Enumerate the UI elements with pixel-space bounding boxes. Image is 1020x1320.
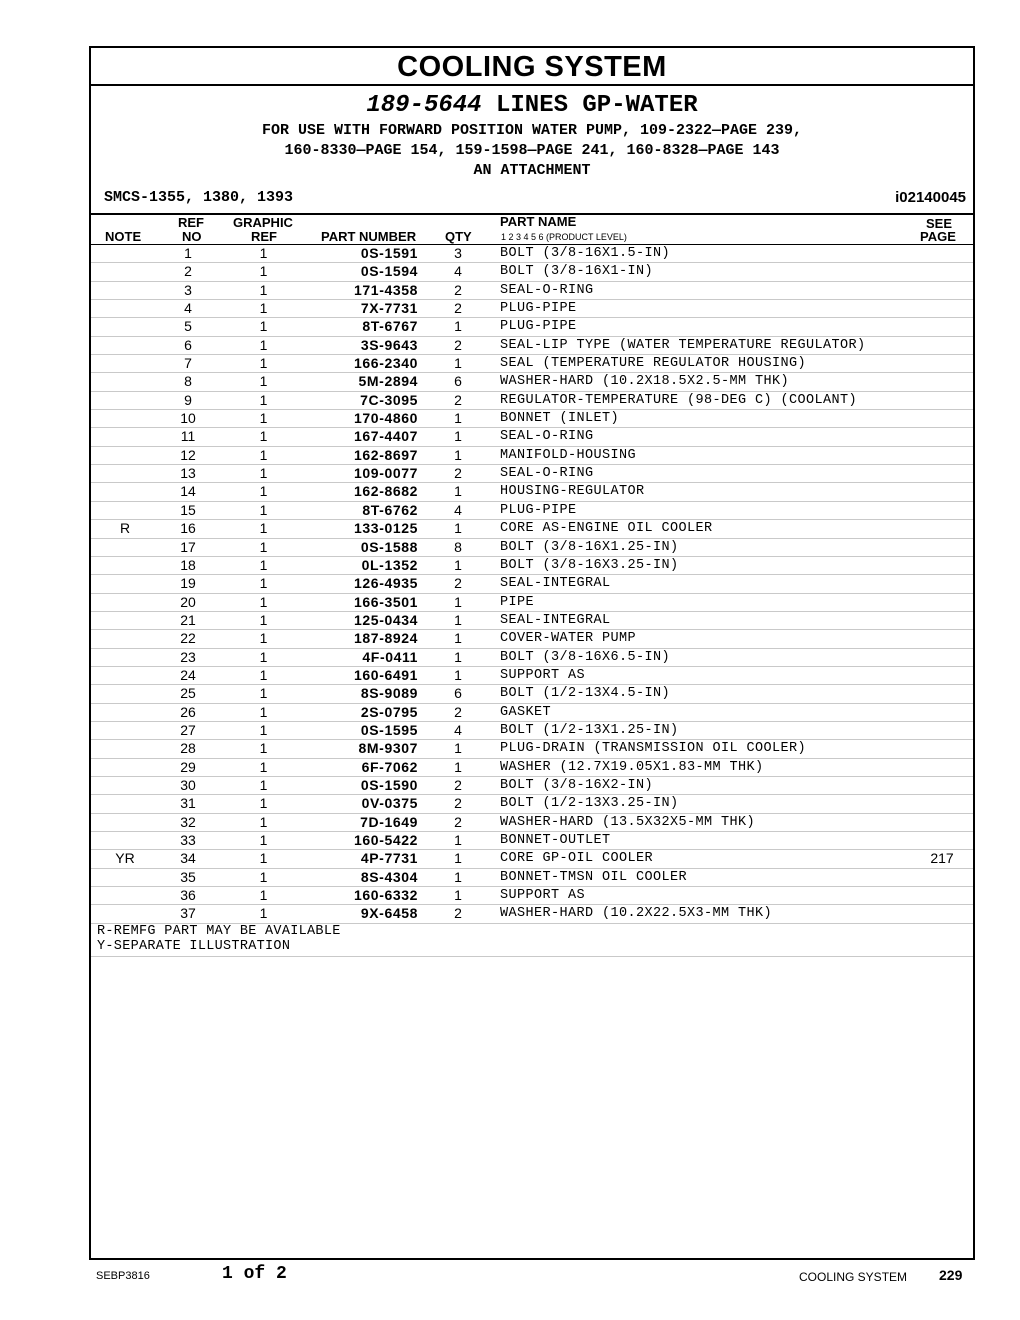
part-number-cell: 0V-0375	[361, 795, 418, 812]
part-name-cell: SEAL-INTEGRAL	[500, 612, 611, 628]
part-name-cell: BOLT (1/2-13X3.25-IN)	[500, 796, 679, 812]
qty-cell: 2	[454, 281, 462, 298]
footer-section: COOLING SYSTEM	[799, 1270, 908, 1284]
part-number-cell: 0S-1591	[360, 245, 418, 261]
part-name-cell: BOLT (3/8-16X2-IN)	[500, 777, 654, 793]
part-number-cell: 126-4935	[354, 575, 418, 592]
part-name-cell: MANIFOLD-HOUSING	[500, 447, 637, 463]
qty-cell: 4	[454, 721, 462, 738]
graphic-ref-cell: 1	[259, 887, 268, 904]
part-number-cell: 7D-1649	[360, 813, 418, 830]
part-number-cell: 133-0125	[354, 520, 418, 537]
group-title	[91, 92, 973, 120]
qty-cell: 1	[454, 520, 462, 537]
qty-cell: 1	[454, 355, 462, 372]
table-row	[91, 594, 973, 612]
part-name-cell: COVER-WATER PUMP	[500, 631, 637, 647]
qty-cell: 4	[454, 263, 462, 280]
qty-cell: 1	[454, 318, 462, 335]
part-number-cell: 5M-2894	[358, 373, 418, 390]
graphic-ref-cell: 1	[259, 611, 268, 628]
ref-no-cell: 7	[184, 355, 192, 372]
part-name-cell: BOLT (3/8-16X6.5-IN)	[500, 649, 671, 665]
qty-cell: 2	[454, 465, 462, 482]
part-number-cell: 0S-1595	[360, 721, 418, 738]
ref-no-cell: 14	[180, 483, 196, 500]
part-number-cell: 162-8697	[354, 446, 418, 463]
col-header-see-top: SEE	[926, 216, 953, 231]
ref-no-cell: 20	[180, 593, 196, 610]
part-name-cell: BOLT (3/8-16X1.25-IN)	[500, 539, 679, 555]
graphic-ref-cell: 1	[259, 336, 268, 353]
graphic-ref-cell: 1	[259, 740, 268, 757]
table-row	[91, 887, 973, 905]
col-header-qty: QTY	[445, 229, 472, 244]
qty-cell: 1	[454, 887, 462, 904]
table-row	[91, 759, 973, 777]
part-number-cell: 125-0434	[354, 611, 418, 628]
part-name-cell: PLUG-PIPE	[500, 319, 577, 335]
part-name-cell: SEAL-LIP TYPE (WATER TEMPERATURE REGULATOR)	[500, 337, 866, 353]
part-number-cell: 2S-0795	[360, 703, 418, 720]
part-name-cell: BOLT (3/8-16X3.25-IN)	[500, 557, 679, 573]
graphic-ref-cell: 1	[259, 703, 268, 720]
ref-no-cell: 12	[180, 446, 196, 463]
graphic-ref-cell: 1	[259, 501, 268, 518]
ref-no-cell: 27	[180, 721, 196, 738]
table-row	[91, 282, 973, 300]
ref-no-cell: 22	[180, 630, 196, 647]
qty-cell: 8	[454, 538, 462, 555]
qty-cell: 2	[454, 300, 462, 317]
table-row	[91, 832, 973, 850]
part-number-cell: 166-3501	[354, 593, 418, 610]
table-row	[91, 428, 973, 446]
see-page-cell: 217	[930, 850, 954, 867]
graphic-ref-cell: 1	[259, 868, 268, 885]
table-row	[91, 355, 973, 373]
col-header-ref-bottom: NO	[182, 229, 202, 244]
qty-cell: 2	[454, 336, 462, 353]
part-name-cell: BONNET (INLET)	[500, 411, 620, 427]
graphic-ref-cell: 1	[259, 666, 268, 683]
graphic-ref-cell: 1	[259, 630, 268, 647]
part-number-cell: 8S-4304	[360, 868, 418, 885]
part-number-cell: 6F-7062	[361, 758, 418, 775]
part-name-cell: WASHER-HARD (13.5X32X5-MM THK)	[500, 814, 756, 830]
part-number-cell: 109-0077	[354, 465, 418, 482]
graphic-ref-cell: 1	[259, 538, 268, 555]
qty-cell: 2	[454, 795, 462, 812]
part-name-cell: HOUSING-REGULATOR	[500, 484, 645, 500]
part-name-cell: CORE AS-ENGINE OIL COOLER	[500, 521, 713, 537]
ref-no-cell: 9	[184, 391, 192, 408]
table-row	[91, 685, 973, 703]
part-name-cell: SEAL-O-RING	[500, 429, 594, 445]
ref-no-cell: 21	[180, 611, 196, 628]
ref-no-cell: 16	[180, 520, 196, 537]
part-name-cell: PLUG-PIPE	[500, 502, 577, 518]
ref-no-cell: 15	[180, 501, 196, 518]
graphic-ref-cell: 1	[259, 391, 268, 408]
ref-no-cell: 37	[180, 905, 196, 922]
table-row	[91, 337, 973, 355]
qty-cell: 3	[454, 245, 462, 261]
group-description-line-2: 160-8330—PAGE 154, 159-1598—PAGE 241, 160-8328—PAGE 143	[284, 142, 780, 159]
table-row	[91, 905, 973, 923]
part-number-cell: 160-6491	[354, 666, 418, 683]
table-row	[91, 392, 973, 410]
footer-page-of: 1 of 2	[222, 1264, 287, 1284]
ref-no-cell: 31	[180, 795, 196, 812]
table-row	[91, 814, 973, 832]
table-row	[91, 630, 973, 648]
ref-no-cell: 13	[180, 465, 196, 482]
graphic-ref-cell: 1	[259, 428, 268, 445]
footnote-y: Y-SEPARATE ILLUSTRATION	[97, 939, 291, 954]
qty-cell: 1	[454, 832, 462, 848]
graphic-ref-cell: 1	[259, 648, 268, 665]
part-name-cell: WASHER (12.7X19.05X1.83-MM THK)	[500, 759, 764, 775]
part-name-cell: WASHER-HARD (10.2X22.5X3-MM THK)	[500, 906, 773, 922]
part-number-cell: 187-8924	[354, 630, 418, 647]
table-row	[91, 649, 973, 667]
part-name-cell: BOLT (1/2-13X1.25-IN)	[500, 722, 679, 738]
graphic-ref-cell: 1	[259, 318, 268, 335]
graphic-ref-cell: 1	[259, 410, 268, 427]
footnotes	[97, 924, 341, 954]
col-header-graphic-top: GRAPHIC	[233, 215, 293, 230]
qty-cell: 2	[454, 776, 462, 793]
table-row	[91, 722, 973, 740]
qty-cell: 6	[454, 373, 462, 390]
note-cell: YR	[115, 850, 135, 867]
graphic-ref-cell: 1	[259, 593, 268, 610]
part-name-cell: PIPE	[500, 594, 535, 610]
part-number-cell: 8T-6767	[362, 318, 418, 335]
ref-no-cell: 35	[180, 868, 196, 885]
graphic-ref-cell: 1	[259, 556, 268, 573]
part-name-cell: SEAL-O-RING	[500, 282, 594, 298]
part-number-cell: 8S-9089	[360, 685, 418, 702]
ref-no-cell: 11	[180, 428, 196, 445]
part-number-cell: 7X-7731	[360, 300, 418, 317]
part-name-cell: BOLT (1/2-13X4.5-IN)	[500, 686, 671, 702]
qty-cell: 2	[454, 813, 462, 830]
graphic-ref-cell: 1	[259, 758, 268, 775]
group-part-number: 189-5644	[366, 92, 482, 119]
ref-no-cell: 4	[184, 300, 192, 317]
table-row	[91, 300, 973, 318]
qty-cell: 1	[454, 428, 462, 445]
table-row	[91, 557, 973, 575]
ref-no-cell: 19	[180, 575, 196, 592]
table-row	[91, 502, 973, 520]
part-name-cell: CORE GP-OIL COOLER	[500, 851, 654, 867]
ref-no-cell: 5	[184, 318, 192, 335]
part-name-cell: WASHER-HARD (10.2X18.5X2.5-MM THK)	[500, 374, 790, 390]
group-name: LINES GP-WATER	[495, 92, 698, 119]
table-row	[91, 869, 973, 887]
illustration-id: i02140045	[895, 189, 966, 206]
ref-no-cell: 18	[180, 556, 196, 573]
graphic-ref-cell: 1	[259, 905, 268, 922]
table-row	[91, 410, 973, 428]
graphic-ref-cell: 1	[259, 813, 268, 830]
table-row	[91, 245, 973, 263]
qty-cell: 2	[454, 905, 462, 922]
qty-cell: 1	[454, 630, 462, 647]
col-header-product-levels: 1 2 3 4 5 6 (PRODUCT LEVEL)	[501, 232, 627, 242]
ref-no-cell: 28	[180, 740, 196, 757]
part-name-cell: SUPPORT AS	[500, 888, 586, 904]
part-name-cell: REGULATOR-TEMPERATURE (98-DEG C) (COOLANT)	[500, 392, 858, 408]
graphic-ref-cell: 1	[259, 520, 268, 537]
table-row	[91, 612, 973, 630]
part-number-cell: 8M-9307	[358, 740, 418, 757]
qty-cell: 1	[454, 758, 462, 775]
part-name-cell: SEAL-INTEGRAL	[500, 576, 611, 592]
table-row	[91, 704, 973, 722]
part-number-cell: 9X-6458	[360, 905, 418, 922]
parts-table-body	[91, 245, 973, 924]
ref-no-cell: 36	[180, 887, 196, 904]
qty-cell: 6	[454, 685, 462, 702]
graphic-ref-cell: 1	[259, 776, 268, 793]
table-row	[91, 483, 973, 501]
graphic-ref-cell: 1	[259, 685, 268, 702]
part-number-cell: 167-4407	[354, 428, 418, 445]
table-row	[91, 777, 973, 795]
col-header-part-number: PART NUMBER	[321, 229, 417, 244]
footnote-r: R-REMFG PART MAY BE AVAILABLE	[97, 924, 341, 939]
graphic-ref-cell: 1	[259, 850, 268, 867]
col-header-note: NOTE	[105, 229, 142, 244]
graphic-ref-cell: 1	[259, 721, 268, 738]
qty-cell: 1	[454, 410, 462, 427]
table-row	[91, 740, 973, 758]
graphic-ref-cell: 1	[259, 795, 268, 812]
qty-cell: 4	[454, 501, 462, 518]
footer-page-number: 229	[939, 1267, 963, 1283]
footnotes-rule	[91, 956, 973, 957]
ref-no-cell: 32	[180, 813, 196, 830]
part-number-cell: 8T-6762	[362, 501, 418, 518]
ref-no-cell: 30	[180, 776, 196, 793]
graphic-ref-cell: 1	[259, 373, 268, 390]
part-name-cell: SUPPORT AS	[500, 667, 586, 683]
qty-cell: 1	[454, 593, 462, 610]
part-number-cell: 170-4860	[354, 410, 418, 427]
graphic-ref-cell: 1	[259, 245, 268, 261]
graphic-ref-cell: 1	[259, 575, 268, 592]
group-description-line-3: AN ATTACHMENT	[473, 162, 591, 179]
col-header-ref-top: REF	[178, 215, 204, 230]
part-name-cell: PLUG-PIPE	[500, 301, 577, 317]
qty-cell: 1	[454, 483, 462, 500]
qty-cell: 2	[454, 391, 462, 408]
part-number-cell: 162-8682	[354, 483, 418, 500]
table-row	[91, 373, 973, 391]
part-name-cell: BOLT (3/8-16X1.5-IN)	[500, 246, 671, 261]
footer-doc-id: SEBP3816	[96, 1270, 150, 1282]
graphic-ref-cell: 1	[259, 483, 268, 500]
ref-no-cell: 2	[184, 263, 192, 280]
table-row	[91, 318, 973, 336]
ref-no-cell: 23	[180, 648, 196, 665]
ref-no-cell: 25	[180, 685, 196, 702]
qty-cell: 2	[454, 703, 462, 720]
part-name-cell: SEAL (TEMPERATURE REGULATOR HOUSING)	[500, 356, 807, 372]
part-name-cell: SEAL-O-RING	[500, 466, 594, 482]
qty-cell: 1	[454, 850, 462, 867]
ref-no-cell: 1	[184, 245, 192, 261]
ref-no-cell: 6	[184, 336, 192, 353]
graphic-ref-cell: 1	[259, 281, 268, 298]
qty-cell: 2	[454, 575, 462, 592]
ref-no-cell: 10	[180, 410, 196, 427]
qty-cell: 1	[454, 868, 462, 885]
part-name-cell: GASKET	[500, 704, 552, 720]
graphic-ref-cell: 1	[259, 300, 268, 317]
part-name-cell: PLUG-DRAIN (TRANSMISSION OIL COOLER)	[500, 741, 807, 757]
part-number-cell: 0L-1352	[361, 556, 418, 573]
col-header-graphic-bottom: REF	[251, 229, 277, 244]
col-header-part-name: PART NAME	[500, 214, 577, 229]
part-number-cell: 171-4358	[354, 281, 418, 298]
table-row	[91, 520, 973, 538]
ref-no-cell: 33	[180, 832, 196, 848]
table-row	[91, 465, 973, 483]
part-number-cell: 7C-3095	[360, 391, 418, 408]
table-row	[91, 447, 973, 465]
ref-no-cell: 26	[180, 703, 196, 720]
ref-no-cell: 34	[180, 850, 196, 867]
qty-cell: 1	[454, 648, 462, 665]
ref-no-cell: 17	[180, 538, 196, 555]
part-name-cell: BONNET-OUTLET	[500, 833, 611, 848]
table-row	[91, 539, 973, 557]
qty-cell: 1	[454, 556, 462, 573]
part-number-cell: 166-2340	[354, 355, 418, 372]
ref-no-cell: 24	[180, 666, 196, 683]
part-number-cell: 0S-1590	[360, 776, 418, 793]
graphic-ref-cell: 1	[259, 832, 268, 848]
smcs-codes: SMCS-1355, 1380, 1393	[104, 189, 294, 206]
qty-cell: 1	[454, 446, 462, 463]
part-number-cell: 160-5422	[354, 832, 418, 848]
qty-cell: 1	[454, 611, 462, 628]
ref-no-cell: 29	[180, 758, 196, 775]
qty-cell: 1	[454, 666, 462, 683]
qty-cell: 1	[454, 740, 462, 757]
col-header-see-bottom: PAGE	[920, 229, 956, 244]
part-number-cell: 3S-9643	[360, 336, 418, 353]
group-description-line-1: FOR USE WITH FORWARD POSITION WATER PUMP, 109-2322—PAGE 239,	[261, 122, 803, 139]
parts-page-frame	[89, 46, 975, 1260]
graphic-ref-cell: 1	[259, 465, 268, 482]
part-number-cell: 4P-7731	[360, 850, 418, 867]
note-cell: R	[119, 520, 131, 537]
part-name-cell: BOLT (3/8-16X1-IN)	[500, 264, 654, 280]
section-title: COOLING SYSTEM	[91, 48, 973, 86]
table-row	[91, 795, 973, 813]
part-number-cell: 0S-1588	[360, 538, 418, 555]
ref-no-cell: 3	[184, 281, 192, 298]
graphic-ref-cell: 1	[259, 355, 268, 372]
part-number-cell: 0S-1594	[360, 263, 418, 280]
graphic-ref-cell: 1	[259, 446, 268, 463]
ref-no-cell: 8	[184, 373, 192, 390]
table-row	[91, 263, 973, 281]
graphic-ref-cell: 1	[259, 263, 268, 280]
table-row	[91, 575, 973, 593]
table-row	[91, 667, 973, 685]
part-number-cell: 160-6332	[354, 887, 418, 904]
table-row	[91, 850, 973, 868]
part-number-cell: 4F-0411	[362, 648, 418, 665]
part-name-cell: BONNET-TMSN OIL COOLER	[500, 869, 688, 885]
